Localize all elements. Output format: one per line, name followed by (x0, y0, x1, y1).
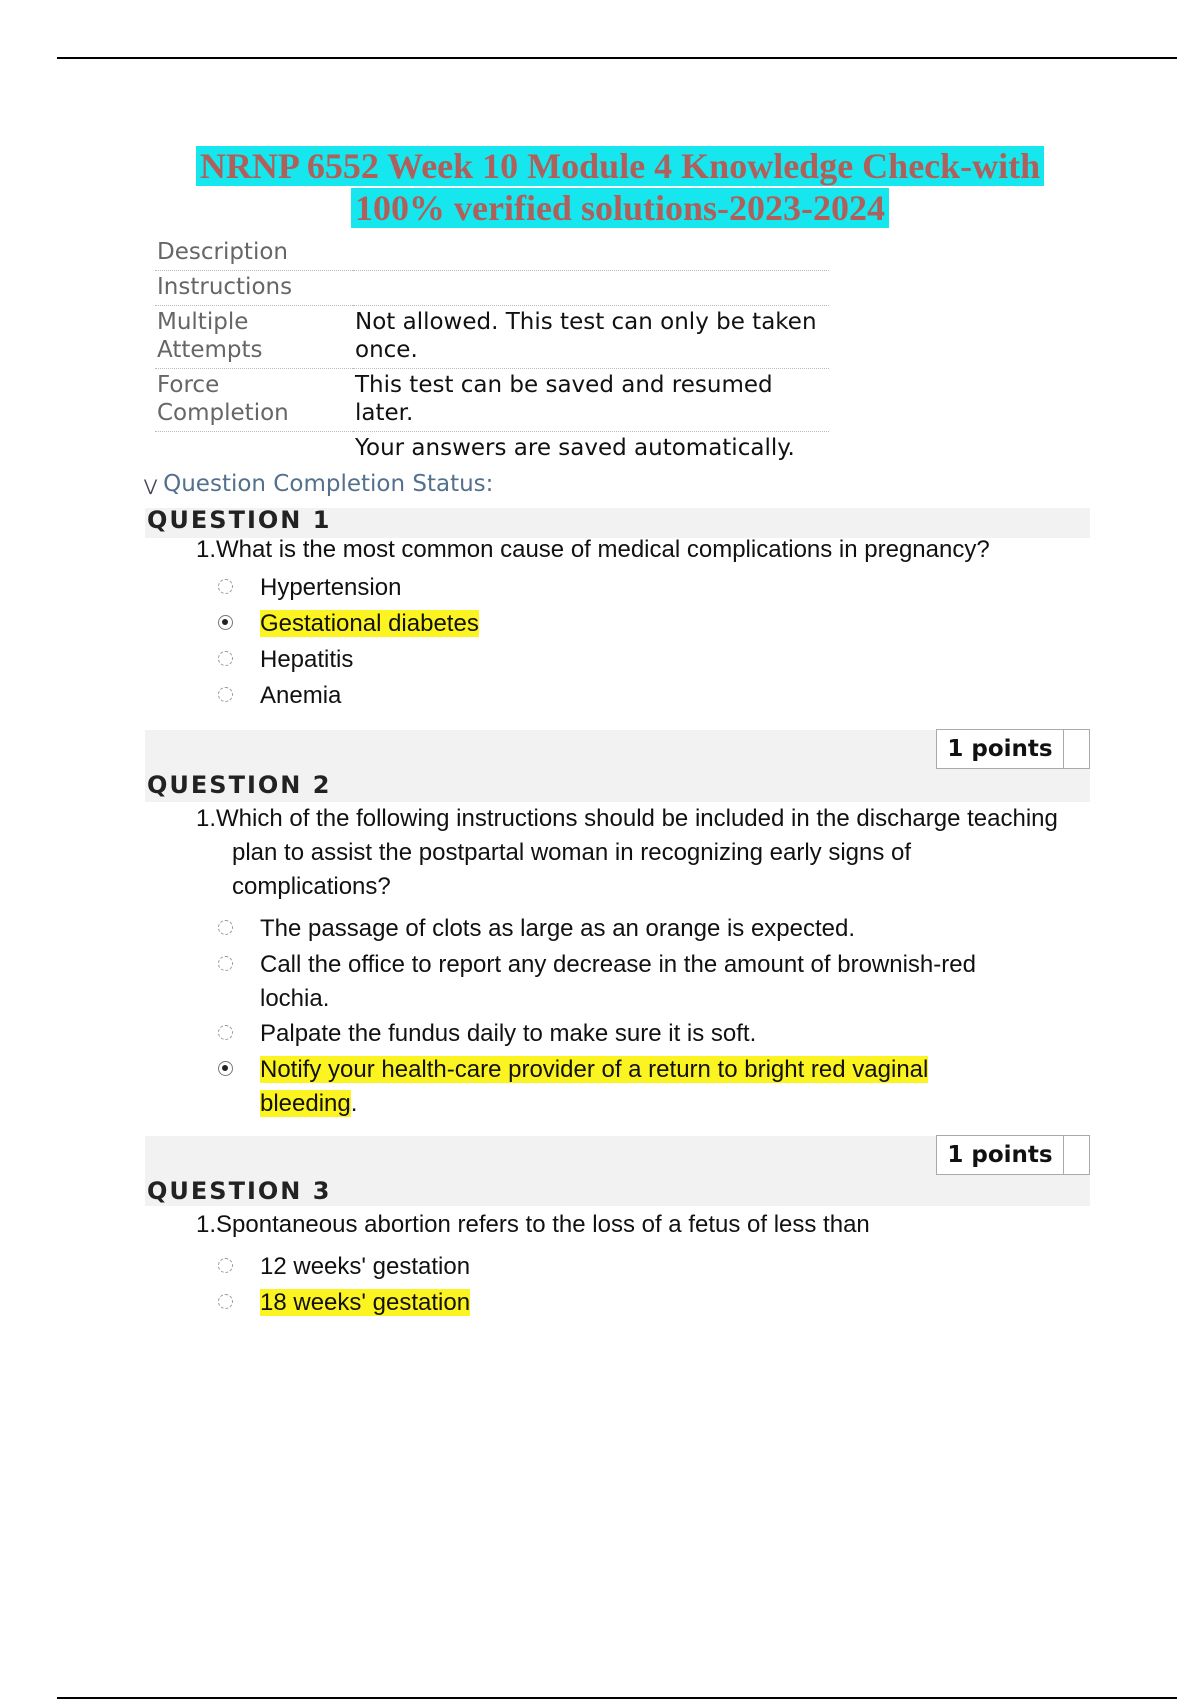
multiple-attempts-label (155, 306, 353, 369)
description-label: Description (155, 236, 353, 271)
question-2-option-2[interactable]: Call the office to report any decrease in the amount of brownish-red lochia. (218, 948, 1038, 1016)
force-completion-label-line2: Completion (157, 400, 289, 426)
radio-button[interactable] (218, 651, 233, 666)
chevron-down-icon[interactable]: ⋁ (144, 476, 158, 495)
question-1-text (196, 533, 1076, 567)
radio-button[interactable] (218, 920, 233, 935)
title-line-2: 100% verified solutions-2023-2024 (351, 188, 889, 228)
multiple-attempts-label-line2: Attempts (157, 337, 263, 363)
question-1-points (936, 729, 1090, 769)
radio-button[interactable] (218, 1025, 233, 1040)
radio-button-selected[interactable] (218, 615, 233, 630)
question-2-option-4[interactable] (218, 1053, 1008, 1121)
question-3-stem: 1.Spontaneous abortion refers to the loss of a fetus of less than (196, 1211, 870, 1238)
title-line-1: NRNP 6552 Week 10 Module 4 Knowledge Check-with (196, 146, 1044, 186)
question-1-stem: 1.What is the most common cause of medical complications in pregnancy? (196, 536, 990, 563)
bottom-rule (57, 1697, 1177, 1699)
force-completion-value: This test can be saved and resumed later. (353, 369, 829, 432)
radio-button-selected[interactable] (218, 1061, 233, 1076)
question-completion-status[interactable] (144, 471, 493, 497)
points-value: 1 points (937, 730, 1064, 768)
instructions-label: Instructions (155, 271, 353, 306)
force-completion-label (155, 369, 353, 432)
question-3-text (196, 1208, 1076, 1242)
question-2-option-3[interactable]: Palpate the fundus daily to make sure it is soft. (218, 1017, 1018, 1051)
radio-button[interactable] (218, 1258, 233, 1273)
selected-answer: Notify your health-care provider of a return to bright red vaginal bleeding (260, 1056, 929, 1117)
top-rule (57, 57, 1177, 59)
instructions-value (353, 271, 829, 306)
autosave-note: Your answers are saved automatically. (355, 435, 795, 461)
radio-button[interactable] (218, 687, 233, 702)
description-value (353, 236, 829, 271)
radio-button[interactable] (218, 956, 233, 971)
points-box (1065, 1136, 1089, 1174)
radio-button[interactable] (218, 1294, 233, 1309)
question-1-option-1[interactable]: Hypertension (218, 571, 1018, 605)
force-completion-label-line1: Force (157, 372, 220, 398)
question-3-title: QUESTION 3 (147, 1177, 332, 1205)
multiple-attempts-value: Not allowed. This test can only be taken once. (353, 306, 829, 369)
question-1-option-3[interactable]: Hepatitis (218, 643, 1018, 677)
question-3-option-2[interactable] (218, 1286, 1018, 1320)
answer-period: . (350, 1090, 358, 1117)
document-title (0, 145, 1200, 229)
test-info-table (155, 236, 829, 466)
radio-button[interactable] (218, 579, 233, 594)
question-1-title: QUESTION 1 (147, 506, 332, 534)
question-1-option-4[interactable]: Anemia (218, 679, 1018, 713)
question-2-stem: 1.Which of the following instructions should be included in the discharge teaching plan to assist the postpartal woman in recognizing early signs of complications? (196, 805, 1058, 900)
question-1-option-2[interactable] (218, 607, 1018, 641)
points-value: 1 points (937, 1136, 1064, 1174)
question-3-option-1[interactable]: 12 weeks' gestation (218, 1250, 1018, 1284)
points-box (1065, 730, 1089, 768)
question-2-text (196, 802, 1076, 904)
question-2-option-1[interactable]: The passage of clots as large as an orange is expected. (218, 912, 1018, 946)
highlighted-answer: 18 weeks' gestation (260, 1289, 471, 1316)
question-2-points (936, 1135, 1090, 1175)
multiple-attempts-label-line1: Multiple (157, 309, 249, 335)
status-label: Question Completion Status: (163, 471, 494, 497)
selected-answer: Gestational diabetes (260, 610, 479, 637)
question-2-title: QUESTION 2 (147, 771, 332, 799)
